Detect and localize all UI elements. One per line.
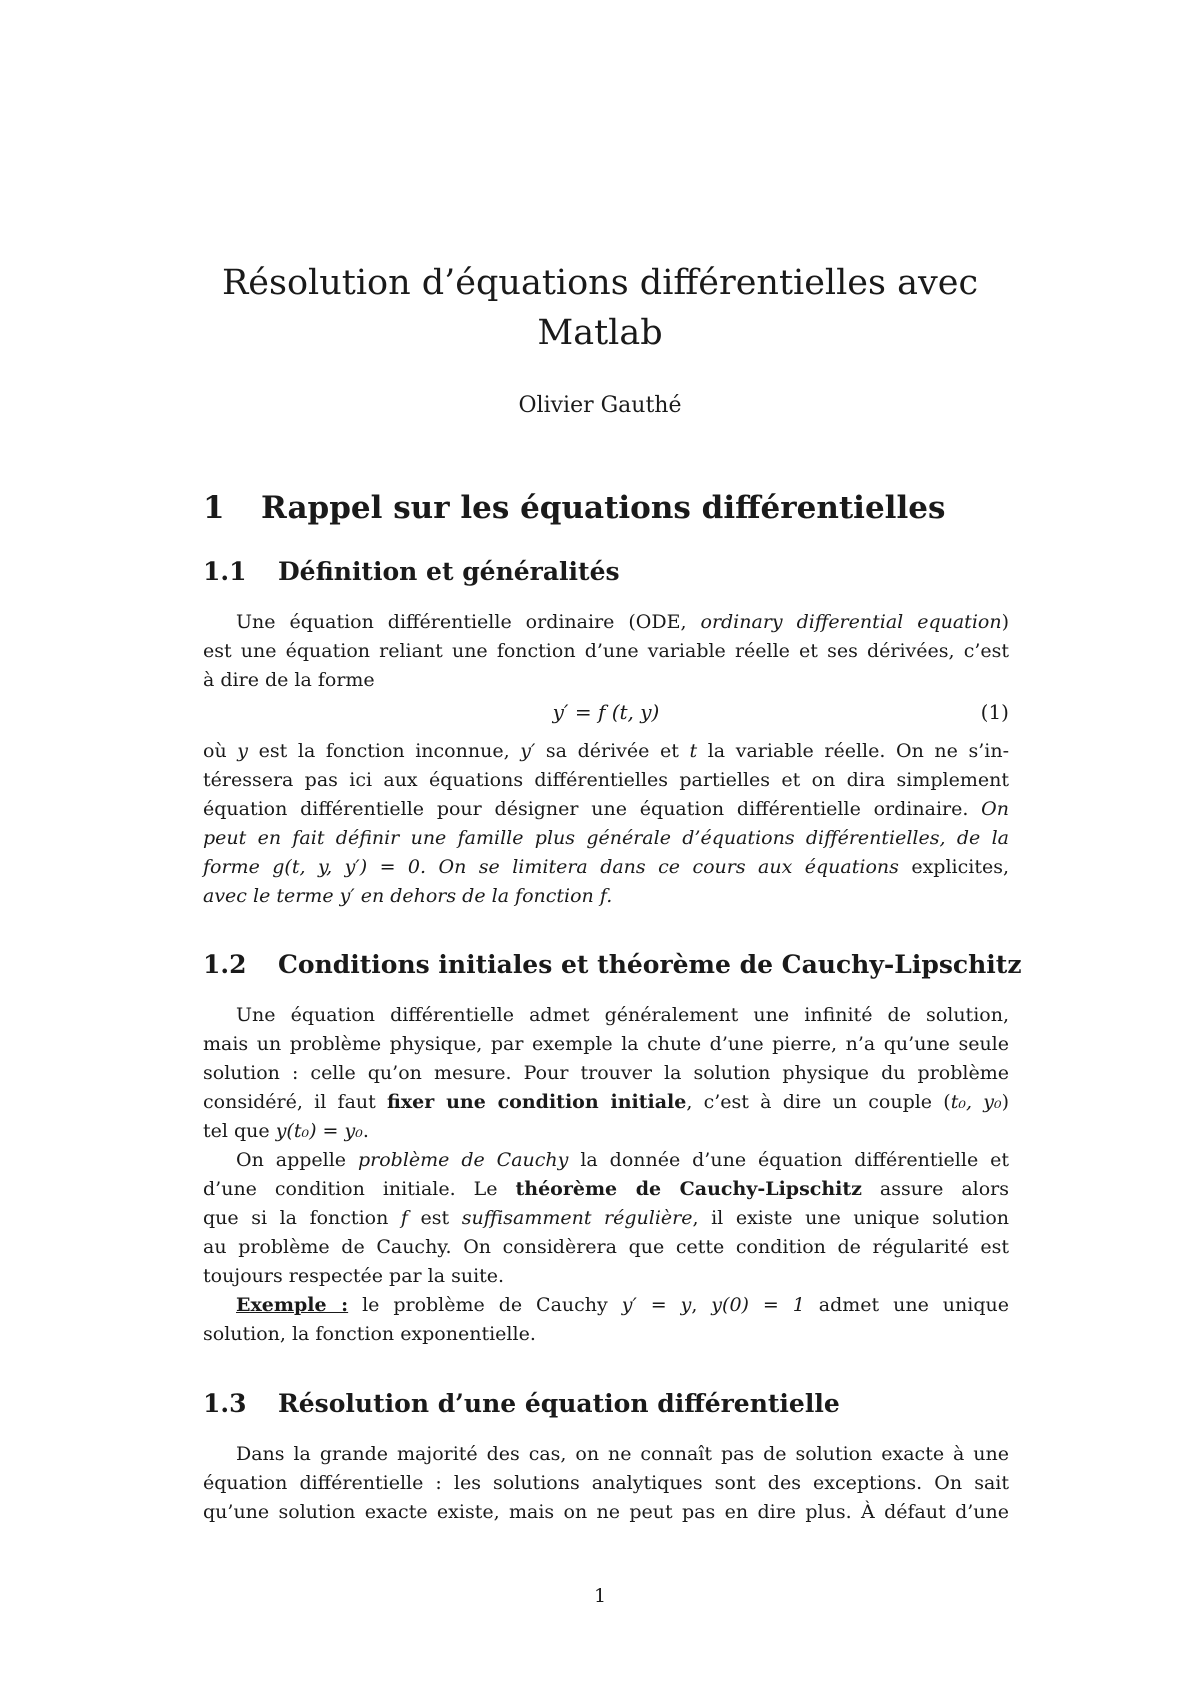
document-title-line-2: Matlab [537, 313, 663, 353]
paragraph-line: équation différentielle : les solutions analytiques sont des exceptions. On sait [203, 1472, 1009, 1494]
subsection-title: Résolution d’une équation différentielle [278, 1389, 840, 1418]
subsection-1-2-heading [203, 950, 1022, 979]
subsection-1-1-heading [203, 557, 620, 586]
paragraph-line: forme g(t, y, y′) = 0. On se limitera dans ce cours aux équations explicites, [203, 856, 1010, 878]
paragraph-line: mais un problème physique, par exemple la chute d’une pierre, n’a qu’une seule [203, 1033, 1009, 1055]
paragraph-line: solution : celle qu’on mesure. Pour trouver la solution physique du problème [203, 1062, 1009, 1084]
paragraph-line: toujours respectée par la suite. [203, 1265, 505, 1287]
paragraph-line: équation différentielle pour désigner une équation différentielle ordinaire. On [203, 798, 1009, 820]
author: Olivier Gauthé [518, 393, 682, 418]
paragraph-line: On appelle problème de Cauchy la donnée d’une équation différentielle et [236, 1149, 1009, 1171]
paragraph-line: solution, la fonction exponentielle. [203, 1323, 536, 1345]
equation-number: (1) [980, 700, 1009, 724]
subsection-1-3-heading [203, 1389, 840, 1418]
example-label: Exemple : [236, 1294, 349, 1316]
paragraph-line: téressera pas ici aux équations différentielles partielles et on dira simplement [203, 769, 1009, 791]
paragraph-line: Exemple : le problème de Cauchy y′ = y, y(0) = 1 admet une unique [236, 1294, 1009, 1316]
paragraph-line: Dans la grande majorité des cas, on ne connaît pas de solution exacte à une [236, 1443, 1009, 1465]
section-title: Rappel sur les équations différentielles [261, 490, 946, 526]
section-number: 1 [203, 490, 225, 526]
paragraph-line: qu’une solution exacte existe, mais on ne peut pas en dire plus. À défaut d’une [203, 1501, 1009, 1523]
paragraph-line: tel que y(t₀) = y₀. [203, 1120, 369, 1142]
paragraph-line: où y est la fonction inconnue, y′ sa dérivée et t la variable réelle. On ne s’in- [203, 740, 1010, 762]
paragraph-line: Une équation différentielle admet généralement une infinité de solution, [236, 1004, 1009, 1026]
document-title-line-1: Résolution d’équations différentielles avec [221, 263, 979, 303]
paragraph-line: Une équation différentielle ordinaire (ODE, ordinary differential equation) [236, 611, 1009, 633]
paragraph-line: que si la fonction f est suffisamment régulière, il existe une unique solution [203, 1207, 1010, 1229]
paragraph-line: peut en fait définir une famille plus générale d’équations différentielles, de la [203, 827, 1009, 849]
subsection-number: 1.2 [203, 950, 247, 979]
paragraph-line: avec le terme y′ en dehors de la fonction f. [203, 885, 613, 907]
page-number: 1 [593, 1585, 607, 1607]
subsection-number: 1.3 [203, 1389, 247, 1418]
paragraph-line: considéré, il faut fixer une condition initiale, c’est à dire un couple (t₀, y₀) [203, 1091, 1010, 1113]
equation-expression: y′ = f (t, y) [552, 700, 660, 724]
paragraph-line: d’une condition initiale. Le théorème de Cauchy-Lipschitz assure alors [203, 1178, 1009, 1200]
subsection-title: Définition et généralités [278, 557, 620, 586]
subsection-number: 1.1 [203, 557, 247, 586]
section-1-heading [203, 490, 945, 526]
subsection-title: Conditions initiales et théorème de Cauchy-Lipschitz [278, 950, 1022, 979]
paragraph-line: au problème de Cauchy. On considèrera que cette condition de régularité est [203, 1236, 1009, 1258]
paragraph-line: est une équation reliant une fonction d’une variable réelle et ses dérivées, c’est [203, 640, 1009, 662]
paragraph-line: à dire de la forme [203, 669, 375, 691]
